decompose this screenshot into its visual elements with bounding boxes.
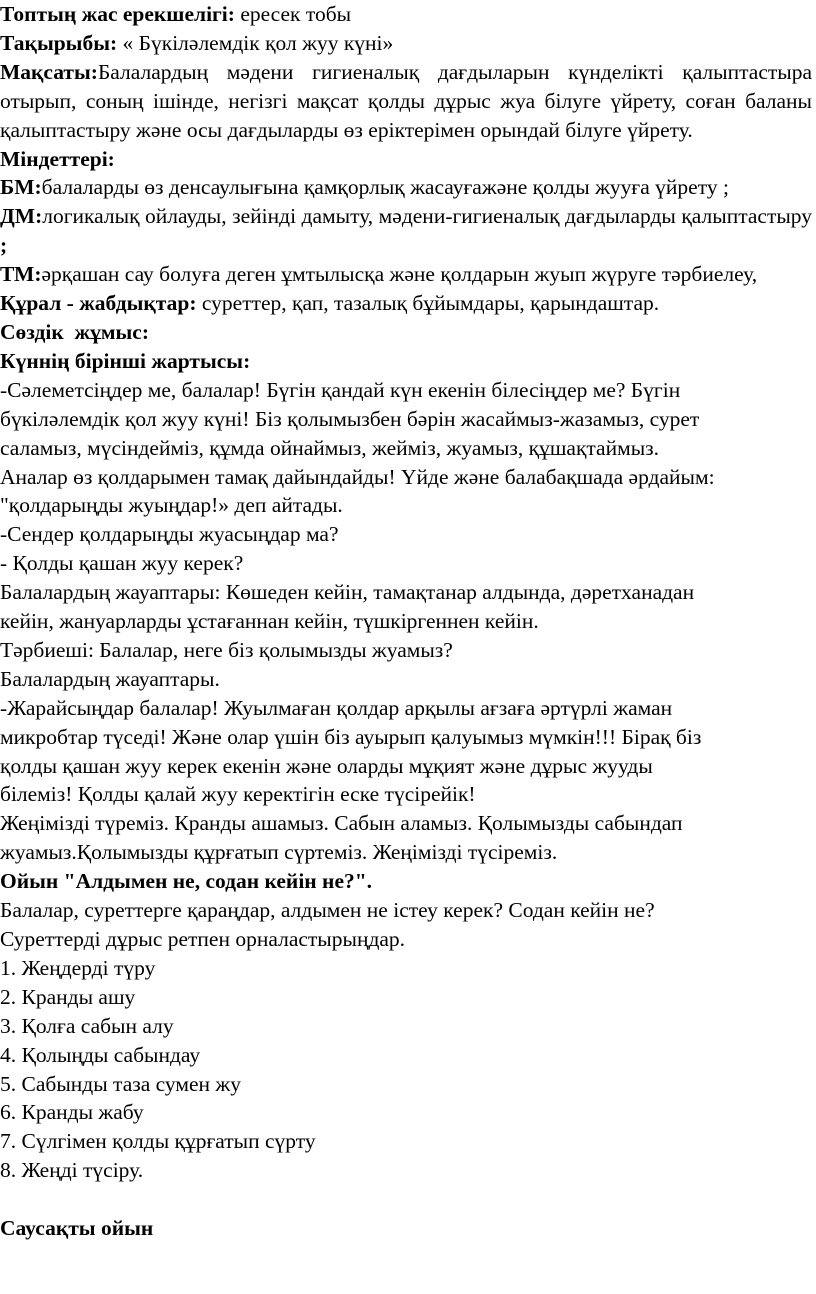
game-heading: Ойын "Алдымен не, содан кейін не?".	[0, 869, 373, 894]
equipment-value: суреттер, қап, тазалық бұйымдары, қарындаштар.	[196, 291, 660, 316]
finger-game-heading: Саусақты ойын	[0, 1216, 154, 1241]
step-item: 5. Сабынды таза сумен жу	[0, 1071, 242, 1096]
game-line: Суреттерді дұрыс ретпен орналастырыңдар.	[0, 927, 406, 951]
body-line: -Сәлеметсіңдер ме, балалар! Бүгін қандай күн екенін білесіңдер ме? Бүгін	[0, 377, 681, 402]
body-line: бүкіләлемдік қол жуу күні! Біз қолымызбен бәрін жасаймыз-жазамыз, сурет	[0, 406, 700, 431]
step-item: 1. Жеңдерді түру	[0, 955, 156, 980]
age-group-line	[0, 0, 812, 29]
tm-paragraph	[0, 260, 812, 289]
step-item: 3. Қолға сабын алу	[0, 1013, 174, 1038]
age-group-label: Топтың жас ерекшелігі:	[0, 2, 235, 26]
body-line: "қолдарыңды жуыңдар!» деп айтады.	[0, 493, 343, 518]
vocab-heading: Сөздік жұмыс:	[0, 319, 149, 344]
equipment-label: Құрал - жабдықтар:	[0, 291, 197, 316]
bm-label: БМ:	[0, 175, 42, 200]
body-line: Жеңімізді түреміз. Кранды ашамыз. Сабын аламыз. Қолымызды сабындап	[0, 811, 683, 836]
step-item: 6. Кранды жабу	[0, 1100, 144, 1125]
step-item: 4. Қолыңды сабындау	[0, 1042, 201, 1067]
goal-value: Балалардың мәдени гигиеналық дағдыларын күнделікті қалыптастыра отырып, соның ішінде, негізгі мақсат қолды дұрыс жуа білуге үйрету, соған баланы қалыптастыру және осы дағдыларды өз еріктерімен орындай білуге үйрету.	[0, 59, 812, 142]
age-group-value: ересек тобы	[240, 2, 352, 26]
topic-line	[0, 29, 812, 58]
dm-suffix: ;	[0, 233, 8, 258]
step-item: 2. Кранды ашу	[0, 984, 136, 1009]
tm-label: ТМ:	[0, 262, 42, 287]
body-line: қолды қашан жуу керек екенін және оларды мұқият және дұрыс жууды	[0, 753, 653, 778]
dm-label: ДМ:	[0, 204, 43, 229]
body-line: Балалардың жауаптары: Көшеден кейін, тамақтанар алдында, дәретханадан	[0, 580, 695, 605]
step-item: 7. Сүлгімен қолды құрғатып сүрту	[0, 1129, 316, 1154]
equipment-line	[0, 289, 812, 318]
goal-paragraph	[0, 58, 812, 145]
topic-label: Тақырыбы:	[0, 30, 118, 55]
bm-value: балаларды өз денсаулығына қамқорлық жасауғажәне қолды жууға үйрету ;	[41, 175, 729, 200]
tm-value: әрқашан сау болуға деген ұмтылысқа және қолдарын жуып жүруге тәрбиелеу,	[41, 262, 758, 287]
topic-value: « Бүкіләлемдік қол жуу күні»	[122, 30, 394, 55]
body-line: -Жарайсыңдар балалар! Жуылмаған қолдар арқылы ағзаға әртүрлі жаман	[0, 695, 673, 720]
body-line: Тәрбиеші: Балалар, неге біз қолымызды жуамыз?	[0, 637, 453, 662]
body-line: - Қолды қашан жуу керек?	[0, 551, 244, 576]
first-half-heading: Күннің бірінші жартысы:	[0, 348, 251, 373]
blank-line	[0, 1185, 812, 1214]
tasks-heading: Міндеттері:	[0, 146, 115, 171]
dm-paragraph	[0, 202, 812, 260]
body-line: Балалардың жауаптары.	[0, 666, 220, 691]
dm-value: логикалық ойлауды, зейінді дамыту, мәдени-гигиеналық дағдыларды қалыптастыру	[42, 204, 812, 229]
body-line: Аналар өз қолдарымен тамақ дайындайды! Үйде және балабақшада әрдайым:	[0, 464, 715, 489]
body-line: жуамыз.Қолымызды құрғатып сүртеміз. Жеңімізді түсіреміз.	[0, 840, 558, 865]
goal-label: Мақсаты:	[0, 59, 98, 84]
body-line: білеміз! Қолды қалай жуу керектігін еске түсірейік!	[0, 782, 476, 807]
game-line: Балалар, суреттерге қараңдар, алдымен не істеу керек? Содан кейін не?	[0, 898, 655, 923]
step-item: 8. Жеңді түсіру.	[0, 1158, 144, 1183]
bm-paragraph	[0, 173, 812, 202]
body-line: саламыз, мүсіндейміз, құмда ойнаймыз, жейміз, жуамыз, құшақтаймыз.	[0, 435, 660, 460]
body-line: микробтар түседі! Және олар үшін біз ауырып қалуымыз мүмкін!!! Бірақ біз	[0, 724, 702, 749]
body-line: -Сендер қолдарыңды жуасыңдар ма?	[0, 522, 339, 547]
body-line: кейін, жануарларды ұстағаннан кейін, түшкіргеннен кейін.	[0, 609, 539, 634]
